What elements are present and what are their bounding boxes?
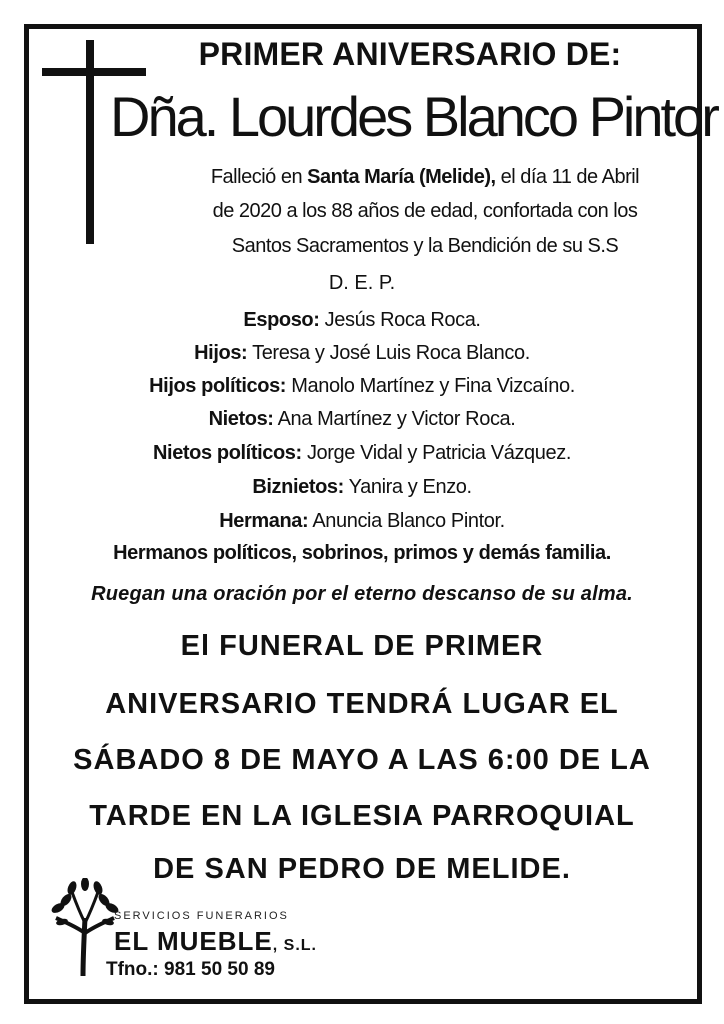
family-row-children: Hijos: Teresa y José Luis Roca Blanco. [194, 342, 530, 364]
logo-brand-text: EL MUEBLE, S.L. [114, 926, 317, 956]
funeral-line-5: DE SAN PEDRO DE MELIDE. [153, 853, 571, 885]
intro-line-3: Santos Sacramentos y la Bendición de su S.S [231, 235, 619, 257]
dep-text: D. E. P. [328, 272, 396, 294]
logo-phone: Tfno.: 981 50 50 89 [106, 959, 275, 980]
intro-line-2: de 2020 a los 88 años de edad, confortada con los [212, 200, 638, 222]
family-row-grandchildren: Nietos: Ana Martínez y Victor Roca. [208, 408, 516, 430]
funeral-line-2: ANIVERSARIO TENDRÁ LUGAR EL [105, 688, 619, 720]
deceased-name: Dña. Lourdes Blanco Pintor [110, 85, 717, 148]
notice-heading: PRIMER ANIVERSARIO DE: [198, 36, 622, 72]
intro-line-1: Falleció en Santa María (Melide), el día 11 de Abril [210, 166, 640, 188]
funeral-line-1: El FUNERAL DE PRIMER [180, 630, 544, 662]
family-row-sister: Hermana: Anuncia Blanco Pintor. [219, 510, 505, 532]
family-tail: Hermanos políticos, sobrinos, primos y demás familia. [113, 542, 611, 564]
funeral-home-logo [50, 878, 317, 988]
family-row-spouse: Esposo: Jesús Roca Roca. [243, 309, 481, 331]
family-row-grandchildren-in-law: Nietos políticos: Jorge Vidal y Patricia Vázquez. [153, 442, 571, 464]
logo-service-text: SERVICIOS FUNERARIOS [114, 910, 289, 922]
funeral-line-4: TARDE EN LA IGLESIA PARROQUIAL [89, 800, 635, 832]
death-place: Santa María (Melide), [307, 166, 496, 188]
family-row-great-grandchildren: Biznietos: Yanira y Enzo. [252, 476, 472, 498]
family-row-children-in-law: Hijos políticos: Manolo Martínez y Fina Vizcaíno. [149, 375, 575, 397]
funeral-line-3: SÁBADO 8 DE MAYO A LAS 6:00 DE LA [73, 744, 651, 776]
prayer-line: Ruegan una oración por el eterno descanso de su alma. [91, 583, 633, 605]
